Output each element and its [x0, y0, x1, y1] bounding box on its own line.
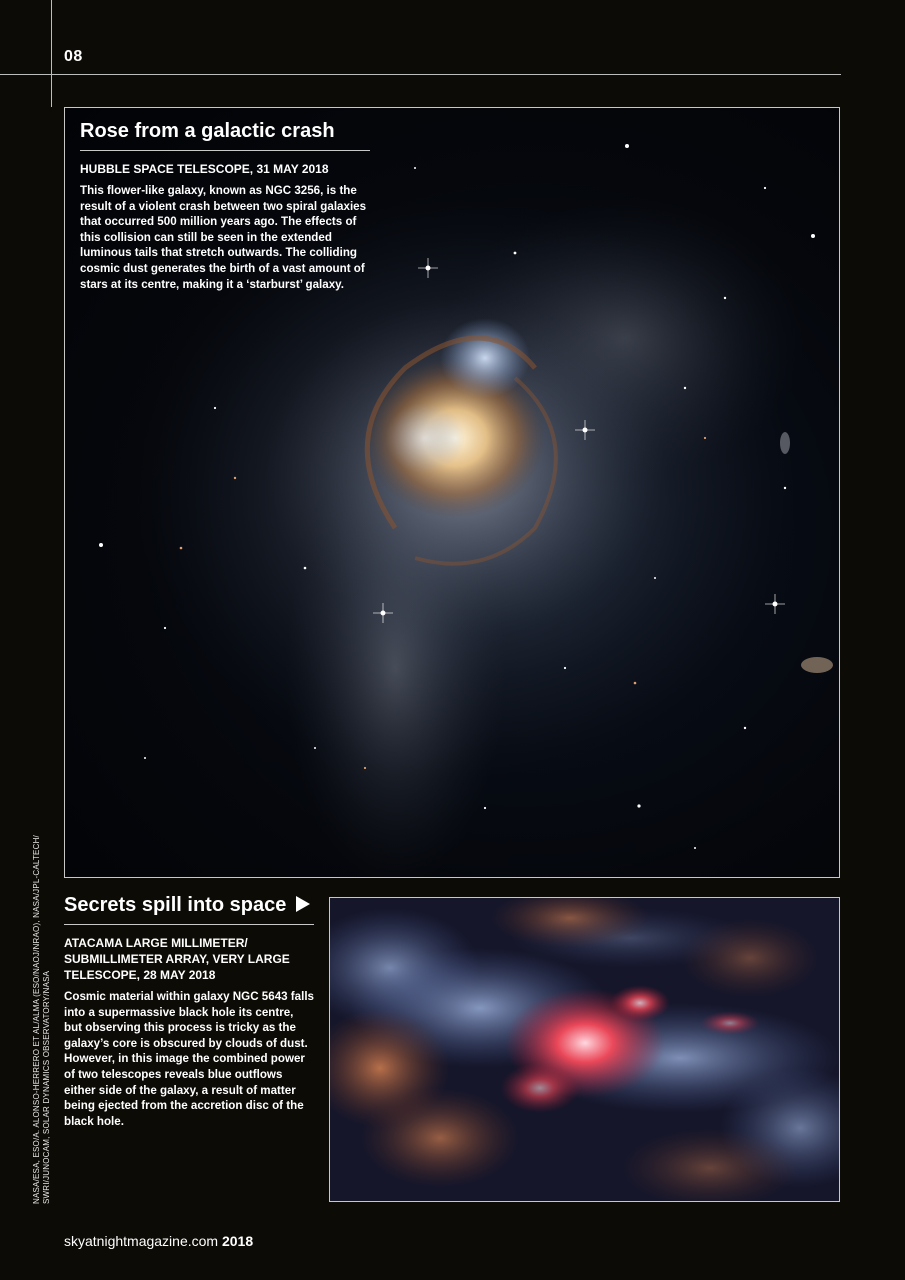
article-secrets-spill [64, 892, 314, 1129]
photo-credits-line1: NASA/ESA, ESO/A. ALONSO-HERRERO ET AL/ALMA (ESO/NAOJ/NRAO), NASA/JPL-CALTECH/ [32, 835, 41, 1204]
article2-body: Cosmic material within galaxy NGC 5643 falls into a supermassive black hole its centre, but observing this process is tricky as the galaxy’s core is obscured by clouds of dust. However, in this image the combined power of two telescopes reveals blue outflows either side of the galaxy, a result of matter being ejected from the accretion disc of the black hole. [64, 990, 315, 1128]
article2-credit-line3: TELESCOPE, 28 MAY 2018 [64, 968, 216, 982]
photo-credits [32, 835, 52, 1204]
photo-credits-line2: SWRI/JUNOCAM, SOLAR DYNAMICS OBSERVATORY/NASA [42, 970, 51, 1204]
play-triangle-icon [296, 896, 310, 912]
footer-site: skyatnightmagazine.com [64, 1233, 219, 1249]
header-vertical-rule [51, 0, 52, 107]
galaxy-photo-ngc5643 [329, 897, 840, 1202]
article1-headline: Rose from a galactic crash [80, 118, 370, 151]
article2-headline: Secrets spill into space [64, 894, 287, 916]
footer-year: 2018 [221, 1233, 254, 1249]
article2-credit [64, 935, 314, 983]
article2-headline-row [64, 892, 314, 925]
header-rule [0, 74, 841, 75]
footer [64, 1233, 253, 1249]
article-rose-galactic-crash [80, 118, 370, 292]
article1-body: This flower-like galaxy, known as NGC 3256, is the result of a violent crash between two spiral galaxies that occurred 500 million years ago. The effects of this collision can still be seen in the extended luminous tails that stretch outwards. The colliding cosmic dust generates the birth of a vast amount of stars at its centre, making it a ‘starburst’ galaxy. [80, 184, 367, 291]
page-number: 08 [64, 48, 83, 65]
article1-credit: HUBBLE SPACE TELESCOPE, 31 MAY 2018 [80, 162, 329, 176]
article2-credit-line1: ATACAMA LARGE MILLIMETER/ [64, 936, 248, 950]
article2-credit-line2: SUBMILLIMETER ARRAY, VERY LARGE [64, 952, 290, 966]
